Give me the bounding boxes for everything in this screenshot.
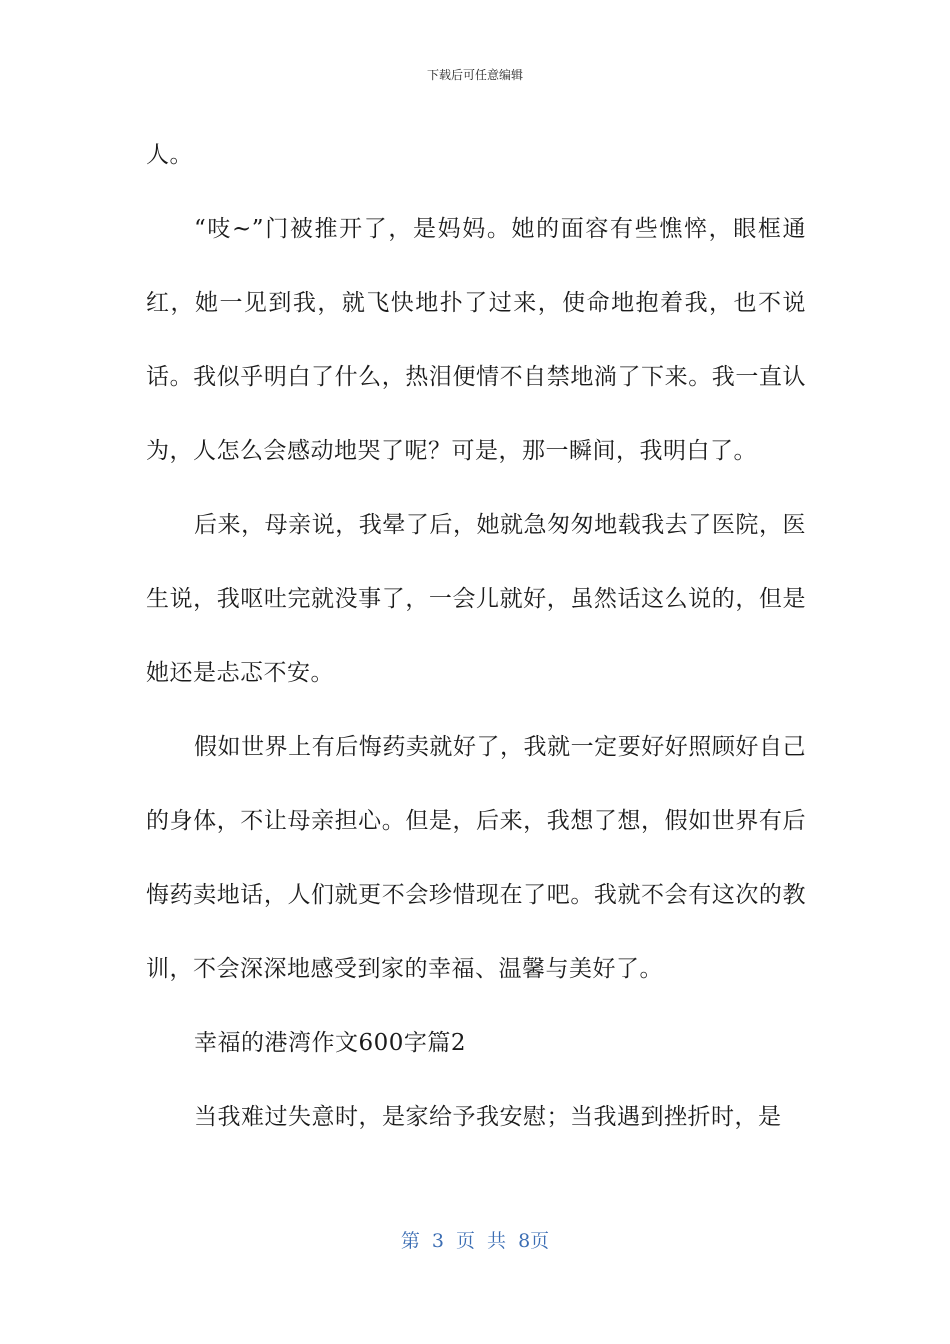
page-header: 下载后可任意编辑 [426, 68, 523, 82]
paragraph-5: 当我难过失意时，是家给予我安慰；当我遇到挫折时，是 [194, 1104, 782, 1130]
paragraph-4: 假如世界上有后悔药卖就好了，我就一定要好好照顾好自己的身体，不让母亲担心。但是，后来，我想了想，假如世界有后悔药卖地话，人们就更不会珍惜现在了吧。我就不会有这次的教训，不会深深地感受到家的幸福、温馨与美好了。 [146, 734, 806, 982]
document-body [146, 118, 806, 1154]
paragraph-2: “吱~”门被推开了，是妈妈。她的面容有些憔悴，眼框通红，她一见到我，就飞快地扑了过来，使命地抱着我，也不说话。我似乎明白了什么，热泪便情不自禁地淌了下来。我一直认为，人怎么会感动地哭了呢？可是，那一瞬间，我明白了。 [146, 216, 806, 464]
page-number-footer: 第 3 页 共 8页 [400, 1230, 550, 1252]
paragraph-3: 后来，母亲说，我晕了后，她就急匆匆地载我去了医院，医生说，我呕吐完就没事了，一会儿就好，虽然话这么说的，但是她还是忐忑不安。 [146, 512, 806, 686]
paragraph-1: 人。 [146, 142, 193, 168]
section-heading: 幸福的港湾作文600字篇2 [194, 1030, 467, 1056]
